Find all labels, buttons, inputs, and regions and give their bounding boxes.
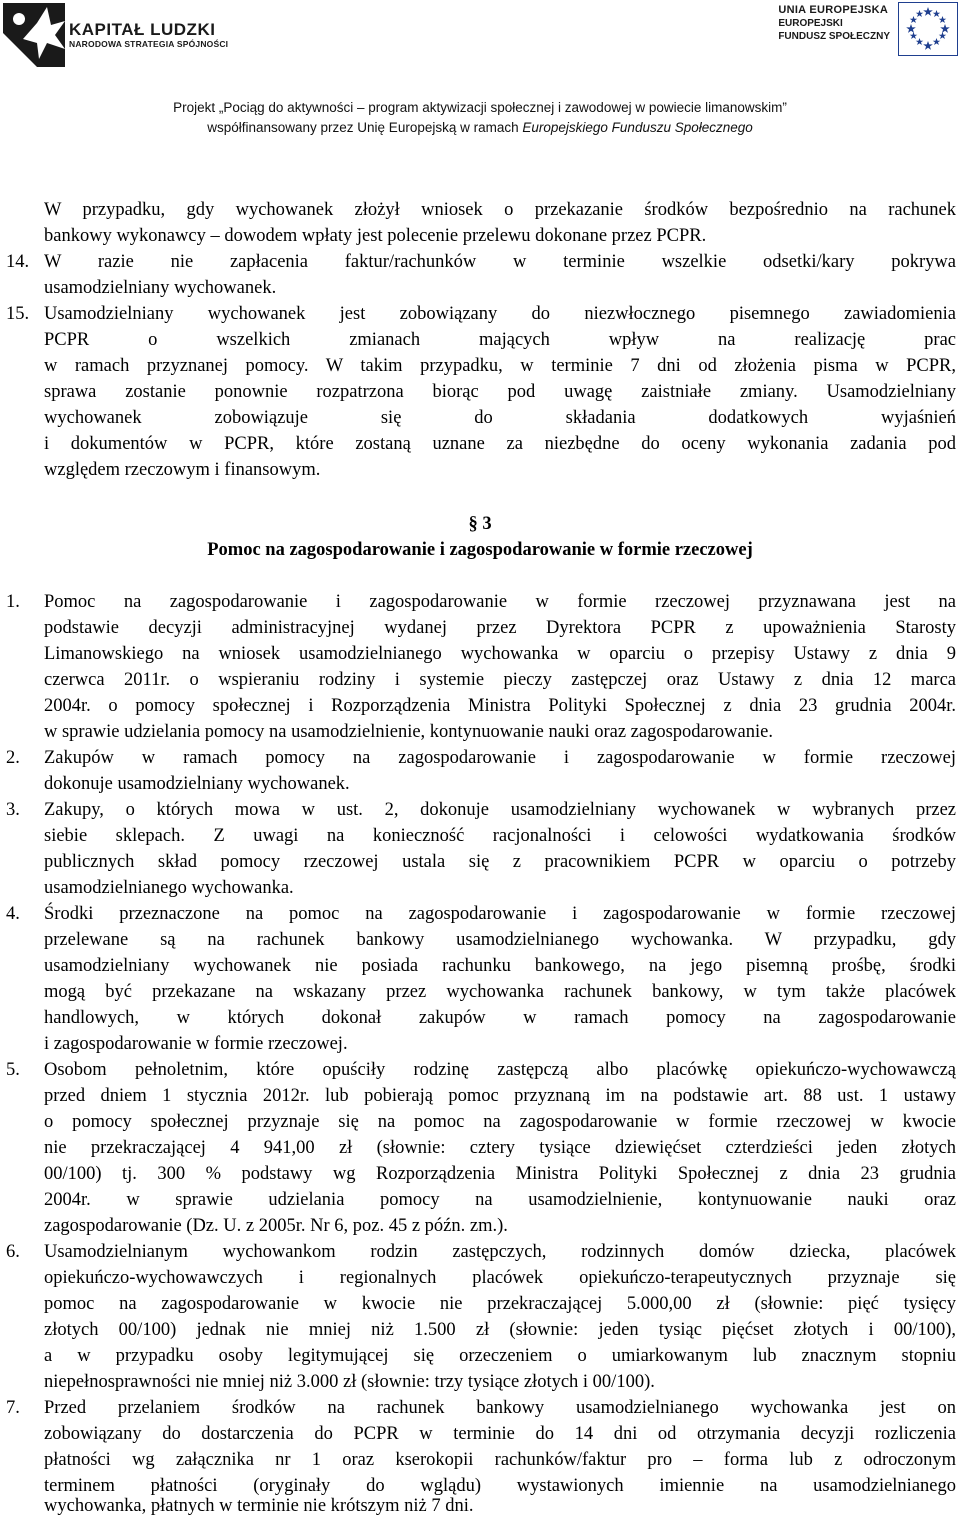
item-2-line: Zakupów w ramach pomocy na zagospodarowanie i zagospodarowanie w formie rzeczowej (44, 748, 956, 768)
item-3-line: publicznych skład pomocy rzeczowej ustala się z pracownikiem PCPR w oparciu o potrzeby (44, 852, 956, 872)
section-title: Pomoc na zagospodarowanie i zagospodarowanie w formie rzeczowej (207, 540, 753, 560)
item-5-line: 2004r. w sprawie udzielania pomocy na usamodzielnienie, kontynuowanie nauki oraz (44, 1190, 956, 1210)
item-6-line: złotych 00/100) jednak nie mniej niż 1.500 zł (słownie: jeden tysiąc pięćset złotych i 00/100), (44, 1320, 956, 1340)
item-number: 15. (6, 304, 30, 324)
item-2-line: dokonuje usamodzielniany wychowanek. (44, 774, 350, 794)
item-number: 3. (6, 800, 20, 820)
eu-logo-text (778, 4, 890, 43)
kapital-ludzki-emblem-icon (3, 3, 65, 67)
item-number: 7. (6, 1398, 20, 1418)
item-7-line: Przed przelaniem środków na rachunek bankowy usamodzielnianego wychowanka jest on (44, 1398, 956, 1418)
item-number: 14. (6, 252, 30, 272)
p15-line: PCPR o wszelkich zmianach mających wpływ na realizację prac (44, 330, 956, 350)
item-7-line: wychowanka, płatnych w terminie nie krótszym niż 7 dni. (44, 1496, 474, 1516)
project-funding-prefix: współfinansowany przez Unię Europejską w ramach (207, 120, 523, 135)
item-1-line: Pomoc na zagospodarowanie i zagospodarowanie w formie rzeczowej przyznawana jest na (44, 592, 956, 612)
item-number: 5. (6, 1060, 20, 1080)
item-6-line: pomoc na zagospodarowanie w kwocie nie przekraczającej 5.000,00 zł (słownie: pięć tysięcy (44, 1294, 956, 1314)
kapital-ludzki-logo (3, 2, 228, 68)
eu-line-1: UNIA EUROPEJSKA (778, 4, 889, 16)
p15-line: Usamodzielniany wychowanek jest zobowiązany do niezwłocznego pisemnego zawiadomienia (44, 304, 956, 324)
section-symbol: § 3 (468, 514, 492, 534)
p13-line: bankowy wykonawcy – dowodem wpłaty jest polecenie przelewu dokonane przez PCPR. (44, 226, 707, 246)
item-number: 2. (6, 748, 20, 768)
item-1-line: 2004r. o pomocy społecznej i Rozporządzenia Ministra Polityki Społecznej z dnia 23 grudnia 2004r. (44, 696, 956, 716)
item-5-line: przed dniem 1 stycznia 2012r. lub pobierają pomoc przyznaną im na podstawie art. 88 ust. 1 ustawy (44, 1086, 956, 1106)
item-number: 4. (6, 904, 20, 924)
item-7-line: zobowiązany do dostarczenia do PCPR w terminie do 14 dni od otrzymania decyzji rozliczenia (44, 1424, 956, 1444)
item-4-line: Środki przeznaczone na pomoc na zagospodarowanie i zagospodarowanie w formie rzeczowej (44, 904, 956, 924)
item-5-line: Osobom pełnoletnim, które opuściły rodzinę zastępczą albo placówkę opiekuńczo-wychowawczą (44, 1060, 956, 1080)
item-3-line: usamodzielnianego wychowanka. (44, 878, 294, 898)
item-number: 6. (6, 1242, 20, 1262)
p13-line: W przypadku, gdy wychowanek złożył wniosek o przekazanie środków bezpośrednio na rachunek (44, 200, 956, 220)
item-number: 1. (6, 592, 20, 612)
p14-line: W razie nie zapłacenia faktur/rachunków w terminie wszelkie odsetki/kary pokrywa (44, 252, 956, 272)
p15-line: względem rzeczowym i finansowym. (44, 460, 321, 480)
item-3-line: siebie sklepach. Z uwagi na konieczność racjonalności i celowości wydatkowania środków (44, 826, 956, 846)
item-7-line: płatności wg załącznika nr 1 oraz kserokopii rachunków/faktur pro – forma lub z odroczonym (44, 1450, 956, 1470)
item-1-line: podstawie decyzji administracyjnej wydanej przez Dyrektora PCPR z upoważnienia Starosty (44, 618, 956, 638)
item-5-line: 00/100) tj. 300 % podstawy wg Rozporządzenia Ministra Polityki Społecznej z dnia 23 grudnia (44, 1164, 956, 1184)
item-5-line: zagospodarowanie (Dz. U. z 2005r. Nr 6, poz. 45 z późn. zm.). (44, 1216, 508, 1236)
item-4-line: i zagospodarowanie w formie rzeczowej. (44, 1034, 348, 1054)
item-4-line: handlowych, w których dokonał zakupów w ramach pomocy na zagospodarowanie (44, 1008, 956, 1028)
item-4-line: przelewane są na rachunek bankowy usamodzielnianego wychowanka. W przypadku, gdy (44, 930, 956, 950)
item-1-line: w sprawie udzielania pomocy na usamodzielnienie, kontynuowanie nauki oraz zagospodarowanie. (44, 722, 773, 742)
item-7-line: terminem płatności (oryginały do wglądu) wystawionych imiennie na usamodzielnianego (44, 1476, 956, 1496)
logo-subtitle: NARODOWA STRATEGIA SPÓJNOŚCI (69, 38, 229, 49)
project-funding-fund: Europejskiego Funduszu Społecznego (522, 120, 753, 135)
item-4-line: mogą być przekazane na wskazany przez wychowanka rachunek bankowy, w tym także placówek (44, 982, 956, 1002)
item-5-line: o pomocy społecznej przyznaje się na pomoc na zagospodarowanie w formie rzeczowej w kwocie (44, 1112, 956, 1132)
item-6-line: opiekuńczo-wychowawczych i regionalnych placówek opiekuńczo-terapeutycznych przyznaje się (44, 1268, 956, 1288)
eu-flag-icon (898, 2, 958, 56)
p15-line: i dokumentów w PCPR, które zostaną uznane za niezbędne do oceny wykonania zadania pod (44, 434, 956, 454)
item-1-line: czerwca 2011r. o wspieraniu rodziny i systemie pieczy zastępczej oraz Ustawy z dnia 12 marca (44, 670, 956, 690)
eu-line-2: EUROPEJSKI (778, 18, 843, 29)
item-6-line: a w przypadku osoby legitymującej się orzeczeniem o umiarkowanym lub znacznym stopniu (44, 1346, 956, 1366)
p14-line: usamodzielniany wychowanek. (44, 278, 277, 298)
item-5-line: nie przekraczającej 4 941,00 zł (słownie: cztery tysiące dziewięćset czterdzieści jeden złotych (44, 1138, 956, 1158)
item-6-line: niepełnosprawności nie mniej niż 3.000 zł (słownie: trzy tysiące złotych i 00/100). (44, 1372, 655, 1392)
item-6-line: Usamodzielnianym wychowankom rodzin zastępczych, rodzinnych domów dziecka, placówek (44, 1242, 956, 1262)
p15-line: wychowanek zobowiązuje się do składania dodatkowych wyjaśnień (44, 408, 956, 428)
item-4-line: usamodzielniany wychowanek nie posiada rachunku bankowego, na jego pisemną prośbę, środki (44, 956, 956, 976)
item-3-line: Zakupy, o których mowa w ust. 2, dokonuje usamodzielniany wychowanek w wybranych przez (44, 800, 956, 820)
p15-line: sprawa zostanie ponownie rozpatrzona biorąc pod uwagę zaistniałe zmiany. Usamodzielniany (44, 382, 956, 402)
item-1-line: Limanowskiego na wniosek usamodzielnianego wychowanka w oparciu o przepisy Ustawy z dnia 9 (44, 644, 956, 664)
logo-title: KAPITAŁ LUDZKI (69, 19, 216, 39)
eu-line-3: FUNDUSZ SPOŁECZNY (778, 31, 890, 42)
project-funding-line (0, 120, 960, 135)
p15-line: w ramach przyznanej pomocy. W takim przypadku, w terminie 7 dni od złożenia pisma w PCPR, (44, 356, 956, 376)
project-title-line: Projekt „Pociąg do aktywności – program aktywizacji społecznej i zawodowej w powiecie limanowskim” (173, 100, 787, 115)
